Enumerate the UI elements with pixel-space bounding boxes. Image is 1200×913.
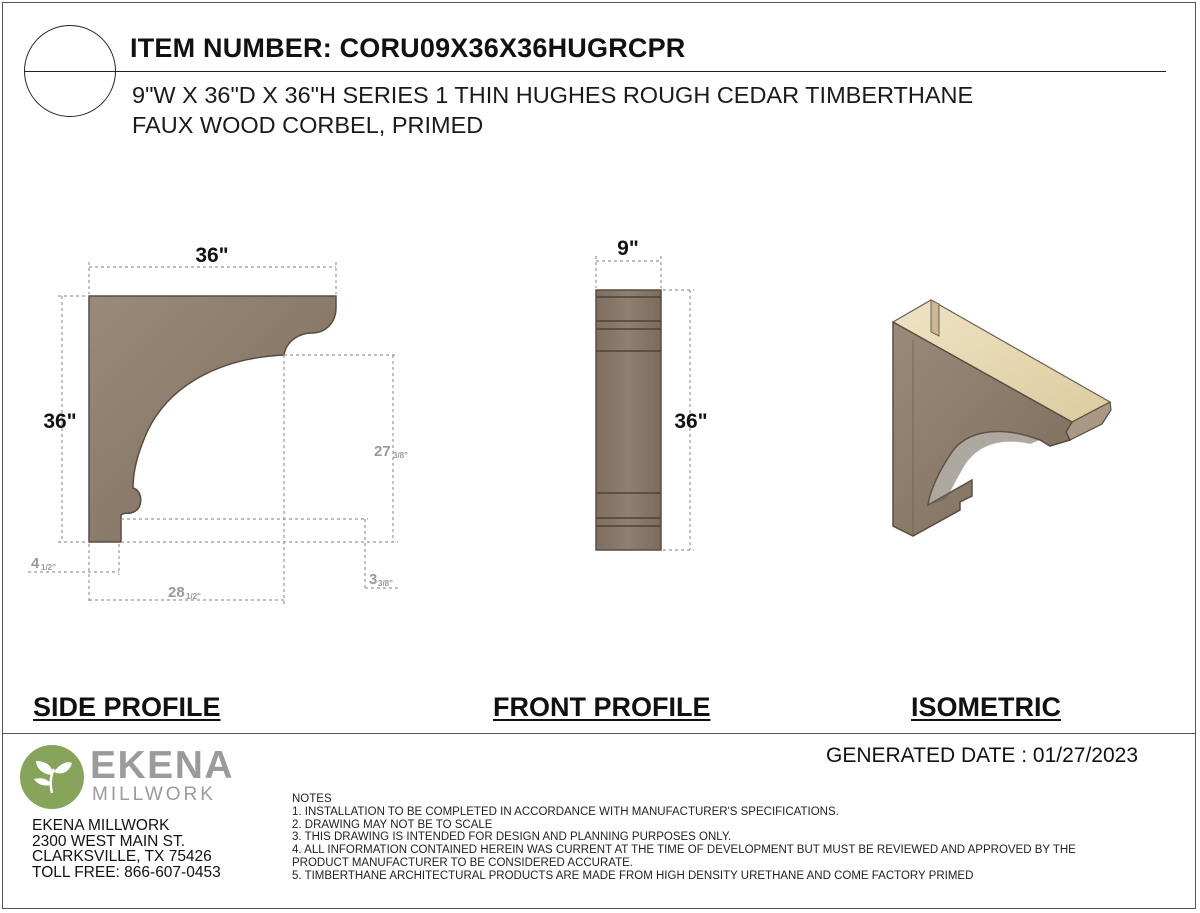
bottom-left-label xyxy=(31,555,56,572)
bottom-right-label xyxy=(369,571,393,588)
item-number: ITEM NUMBER: CORU09X36X36HUGRCPR xyxy=(130,33,686,63)
notes-block xyxy=(292,793,1076,883)
side-profile-title: SIDE PROFILE xyxy=(33,692,221,722)
bottom-width-label xyxy=(168,584,201,601)
company-street: 2300 WEST MAIN ST. xyxy=(32,832,186,850)
isometric-view xyxy=(893,300,1111,536)
svg-text:1/2": 1/2" xyxy=(41,563,56,572)
svg-text:3: 3 xyxy=(369,571,378,588)
note-item: PRODUCT MANUFACTURER TO BE CONSIDERED ACCURATE. xyxy=(292,856,633,869)
side-height-label: 36" xyxy=(43,410,77,433)
note-item: 4. ALL INFORMATION CONTAINED HEREIN WAS CURRENT AT THE TIME OF DEVELOPMENT BUT MUST BE REVIEWED AND APPROVED BY THE xyxy=(292,844,1076,857)
svg-text:28: 28 xyxy=(168,584,185,601)
front-height-label: 36" xyxy=(674,410,708,433)
side-profile-view xyxy=(28,244,408,604)
iso-back-edge xyxy=(931,300,939,336)
front-profile-title: FRONT PROFILE xyxy=(493,692,711,722)
note-item: 1. INSTALLATION TO BE COMPLETED IN ACCORDANCE WITH MANUFACTURER'S SPECIFICATIONS. xyxy=(292,805,839,818)
company-address xyxy=(32,818,221,880)
leaf-logo-icon xyxy=(20,745,84,809)
logo-wordmark: EKENA xyxy=(90,744,235,787)
description-line-1: 9"W X 36"D X 36"H SERIES 1 THIN HUGHES ROUGH CEDAR TIMBERTHANE xyxy=(132,82,974,108)
isometric-title: ISOMETRIC xyxy=(911,692,1062,722)
side-profile-shape xyxy=(89,296,336,542)
side-width-label: 36" xyxy=(195,244,229,267)
inner-height-label xyxy=(374,443,408,460)
front-width-label: 9" xyxy=(617,237,639,260)
svg-text:1/2": 1/2" xyxy=(186,592,201,601)
front-profile-view xyxy=(596,237,708,550)
note-item: 3. THIS DRAWING IS INTENDED FOR DESIGN AND PLANNING PURPOSES ONLY. xyxy=(292,831,732,844)
svg-text:27: 27 xyxy=(374,443,391,460)
svg-text:3/8": 3/8" xyxy=(393,451,408,460)
note-item: 5. TIMBERTHANE ARCHITECTURAL PRODUCTS ARE MADE FROM HIGH DENSITY URETHANE AND COME FACTORY PRIMED xyxy=(292,869,974,882)
notes-title: NOTES xyxy=(292,793,332,805)
generated-date: GENERATED DATE : 01/27/2023 xyxy=(826,744,1139,767)
svg-text:4: 4 xyxy=(31,555,40,572)
company-phone: TOLL FREE: 866-607-0453 xyxy=(32,863,221,881)
note-item: 2. DRAWING MAY NOT BE TO SCALE xyxy=(292,818,493,831)
company-city: CLARKSVILLE, TX 75426 xyxy=(32,848,212,865)
footer-divider xyxy=(2,733,1196,734)
description-line-2: FAUX WOOD CORBEL, PRIMED xyxy=(132,112,484,138)
logo-subtitle: MILLWORK xyxy=(92,784,216,805)
company-name: EKENA MILLWORK xyxy=(32,817,170,834)
svg-text:3/8": 3/8" xyxy=(378,579,393,588)
